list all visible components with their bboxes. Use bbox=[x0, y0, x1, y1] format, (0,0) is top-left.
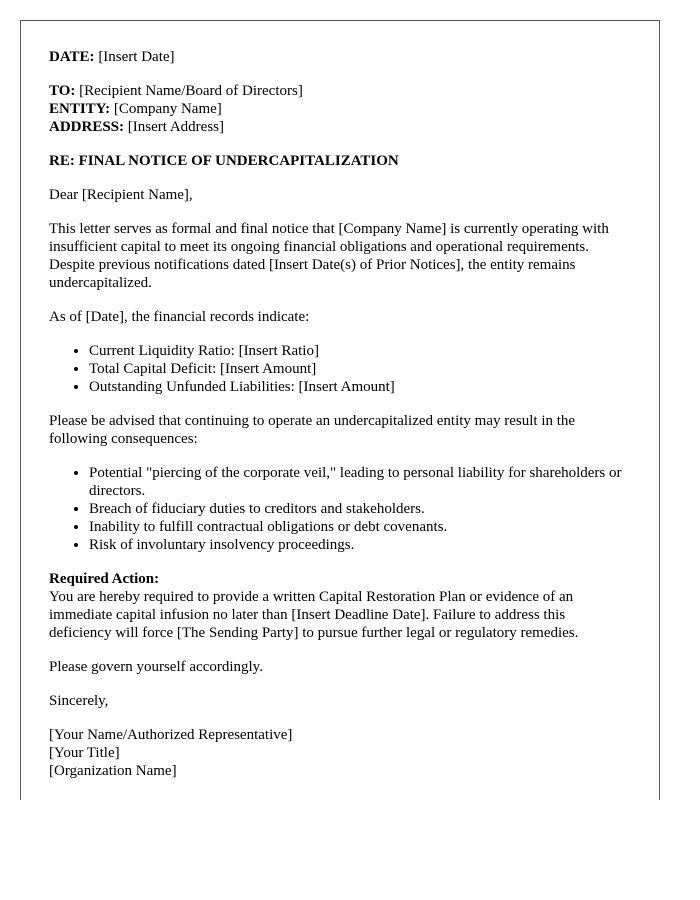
valediction: Sincerely, bbox=[49, 693, 109, 709]
date-label: DATE: bbox=[49, 49, 95, 65]
date-value: [Insert Date] bbox=[94, 49, 175, 65]
list-item: • Inability to fulfill contractual obligations or debt covenants. bbox=[89, 518, 629, 536]
entity-value: [Company Name] bbox=[110, 101, 222, 117]
consequences-intro: Please be advised that continuing to operate an undercapitalized entity may result in the following consequences: bbox=[49, 413, 576, 447]
to-value: [Recipient Name/Board of Directors] bbox=[75, 83, 303, 99]
signature-organization: [Organization Name] bbox=[49, 763, 177, 779]
required-action-label: Required Action: bbox=[49, 571, 160, 587]
address-label: ADDRESS: bbox=[49, 119, 125, 135]
list-item: • Risk of involuntary insolvency proceedings. bbox=[89, 536, 629, 554]
letter-page bbox=[20, 20, 660, 800]
records-intro: As of [Date], the financial records indicate: bbox=[49, 309, 310, 325]
to-label: TO: bbox=[49, 83, 76, 99]
subject-line bbox=[49, 152, 629, 170]
address-line bbox=[49, 118, 629, 136]
closing-statement: Please govern yourself accordingly. bbox=[49, 659, 263, 675]
signature-title: [Your Title] bbox=[49, 745, 120, 761]
list-item: • Breach of fiduciary duties to creditors and stakeholders. bbox=[89, 500, 629, 518]
subject-text: RE: FINAL NOTICE OF UNDERCAPITALIZATION bbox=[49, 153, 399, 169]
list-item: • Outstanding Unfunded Liabilities: [Insert Amount] bbox=[89, 378, 629, 396]
signature-block bbox=[49, 726, 629, 780]
letter-header bbox=[49, 48, 629, 66]
entity-line bbox=[49, 100, 629, 118]
signature-name: [Your Name/Authorized Representative] bbox=[49, 727, 293, 743]
date-line bbox=[49, 48, 629, 66]
list-item: • Potential "piercing of the corporate veil," leading to personal liability for shareholders or directors. bbox=[89, 464, 629, 500]
entity-label: ENTITY: bbox=[49, 101, 111, 117]
records-list bbox=[49, 342, 629, 396]
required-action-text: You are hereby required to provide a written Capital Restoration Plan or evidence of an immediate capital infusion no later than [Insert Deadline Date]. Failure to address this deficiency will force [The Sending Party] to pursue further legal or regulatory remedies. bbox=[49, 589, 579, 641]
required-action-section bbox=[49, 570, 629, 642]
address-value: [Insert Address] bbox=[124, 119, 224, 135]
list-item: • Total Capital Deficit: [Insert Amount] bbox=[89, 360, 629, 378]
letter-content bbox=[49, 48, 629, 796]
intro-paragraph: This letter serves as formal and final notice that [Company Name] is currently operating with insufficient capital to meet its ongoing financial obligations and operational requirements. Despite previous notifications dated [Insert Date(s) of Prior Notices], the entity remains undercapitalized. bbox=[49, 221, 609, 291]
salutation: Dear [Recipient Name], bbox=[49, 187, 193, 203]
recipient-block bbox=[49, 82, 629, 136]
consequences-list bbox=[49, 464, 629, 554]
list-item: • Current Liquidity Ratio: [Insert Ratio] bbox=[89, 342, 629, 360]
to-line bbox=[49, 82, 629, 100]
